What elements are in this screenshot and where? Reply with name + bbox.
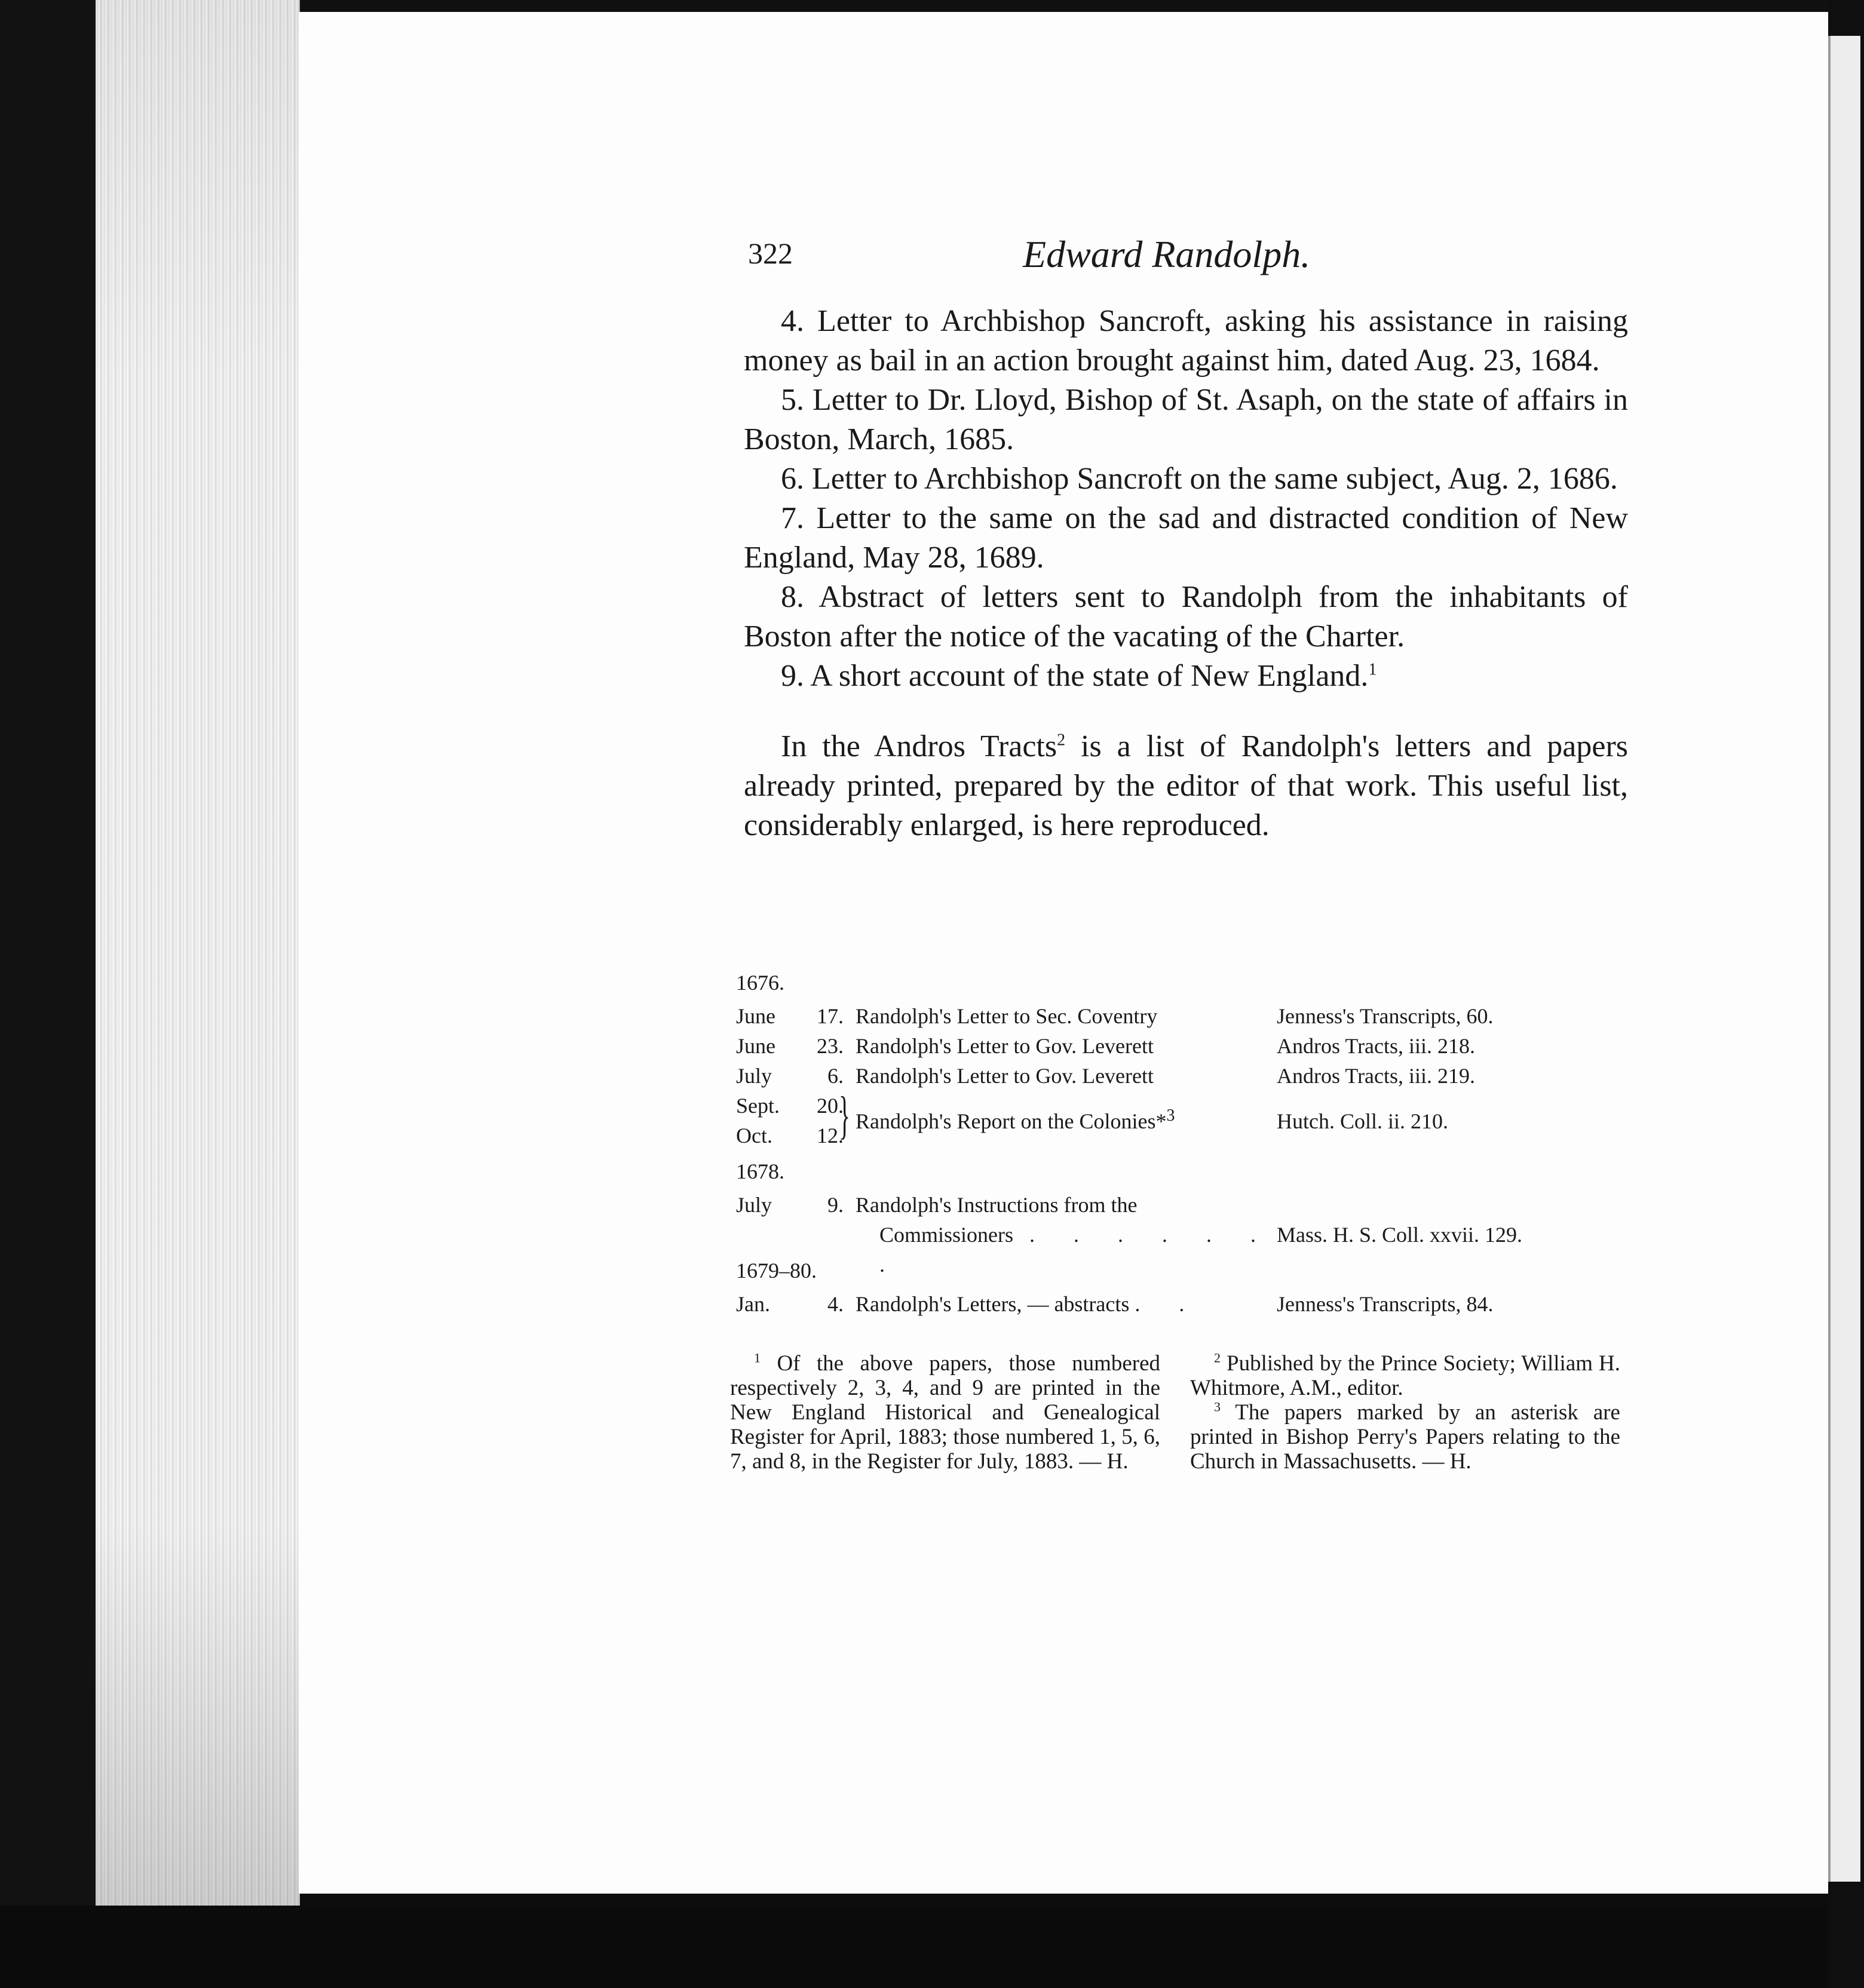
footnote-2 xyxy=(1190,1351,1620,1400)
row-date xyxy=(736,1061,844,1091)
row-date xyxy=(736,1031,844,1061)
scan-bottom-border xyxy=(0,1906,1864,1988)
brace-icon: } xyxy=(839,1087,851,1145)
row-day: 20. xyxy=(817,1094,844,1118)
row-source: Mass. H. S. Coll. xxvii. 129. xyxy=(1277,1223,1523,1247)
row-day: 17. xyxy=(817,1004,844,1028)
list-year: 1678. xyxy=(736,1159,784,1183)
scan-left-border xyxy=(0,0,96,1988)
row-description-text: Randolph's Letters, — abstracts xyxy=(856,1292,1130,1316)
closing-paragraph xyxy=(744,727,1628,845)
row-description-text: Commissioners xyxy=(879,1223,1014,1247)
list-year: 1676. xyxy=(736,971,784,995)
row-date xyxy=(736,1121,844,1151)
row-description: Randolph's Instructions from the xyxy=(856,1193,1138,1217)
page-body xyxy=(744,302,1628,876)
row-month: Sept. xyxy=(736,1094,780,1118)
leader-dots: . . . . . . . xyxy=(879,1223,1273,1277)
row-month: June xyxy=(736,1034,775,1058)
list-row xyxy=(736,1061,1632,1091)
list-entry: 8. Abstract of letters sent to Randolph from the inhabitants of Boston after the notice of the vacating of the Charter. xyxy=(744,580,1628,654)
row-month: July xyxy=(736,1193,772,1217)
facing-page-edge xyxy=(1828,36,1860,1882)
row-description xyxy=(856,1106,1250,1136)
list-entry: 7. Letter to the same on the sad and distracted condition of New England, May 28, 1689. xyxy=(744,501,1628,575)
page-header xyxy=(748,233,1632,284)
row-description: Randolph's Letter to Sec. Coventry xyxy=(856,1004,1158,1028)
footnote-column-right xyxy=(1190,1351,1620,1474)
row-month: July xyxy=(736,1064,772,1088)
list-year: 1679–80. xyxy=(736,1259,817,1283)
closing-text-end: is a list of Randolph's letters and papers already printed, prepared by the editor of that work. This useful list, considerably enlarged, is here reproduced. xyxy=(744,729,1628,842)
footnote-3 xyxy=(1190,1400,1620,1474)
row-date xyxy=(736,1001,844,1031)
row-source: Andros Tracts, iii. 218. xyxy=(1277,1034,1476,1058)
book-page-stack xyxy=(96,0,300,1906)
list-row xyxy=(736,1087,1632,1156)
letters-list xyxy=(736,968,1632,1319)
footnote-ref: 2 xyxy=(1057,731,1066,750)
leader-dots: . . xyxy=(1135,1292,1201,1316)
list-entry: 4. Letter to Archbishop Sancroft, asking his assistance in raising money as bail in an action brought against him, dated Aug. 23, 1684. xyxy=(744,304,1628,378)
footnote-text: The papers marked by an asterisk are printed in Bishop Perry's Papers relating to the Church in Massachusetts. — H. xyxy=(1190,1400,1620,1474)
footnote-ref: 3 xyxy=(1166,1106,1175,1125)
running-title: Edward Randolph. xyxy=(1023,233,1311,275)
row-date xyxy=(736,1289,844,1319)
row-day: 4. xyxy=(827,1292,844,1316)
row-day: 6. xyxy=(827,1064,844,1088)
footnote-text: Of the above papers, those numbered respectively 2, 3, 4, and 9 are printed in the New England Historical and Genealogical Register for April, 1883; those numbered 1, 5, 6, 7, and 8, in the Register for July, 1883. — H. xyxy=(730,1351,1161,1474)
entry-text: 9. A short account of the state of New England. xyxy=(781,659,1369,693)
row-description: Randolph's Letter to Gov. Leverett xyxy=(856,1064,1154,1088)
row-day: 23. xyxy=(817,1034,844,1058)
row-source: Jenness's Transcripts, 84. xyxy=(1277,1292,1494,1316)
footnote-ref: 1 xyxy=(1368,660,1377,679)
row-month: Oct. xyxy=(736,1124,772,1148)
row-description-cont xyxy=(879,1220,1274,1280)
footnote-mark: 1 xyxy=(754,1350,761,1366)
list-entry: 5. Letter to Dr. Lloyd, Bishop of St. Asaph, on the state of affairs in Boston, March, 1685. xyxy=(744,383,1628,456)
list-row xyxy=(736,1001,1632,1031)
list-row xyxy=(736,1289,1632,1319)
row-source: Andros Tracts, iii. 219. xyxy=(1277,1064,1476,1088)
list-entry-9 xyxy=(744,656,1628,696)
row-day: 9. xyxy=(827,1193,844,1217)
book-page xyxy=(299,12,1828,1894)
row-month: Jan. xyxy=(736,1292,770,1316)
row-source: Jenness's Transcripts, 60. xyxy=(1277,1004,1494,1028)
page-number: 322 xyxy=(748,237,793,270)
row-description: Randolph's Letter to Gov. Leverett xyxy=(856,1034,1154,1058)
row-date xyxy=(736,1091,844,1121)
row-day: 12. xyxy=(817,1124,844,1148)
footnote-column-left xyxy=(730,1351,1160,1474)
row-month: June xyxy=(736,1004,775,1028)
row-description-text: Randolph's Report on the Colonies* xyxy=(856,1109,1167,1133)
list-row xyxy=(736,1031,1632,1061)
footnote-mark: 2 xyxy=(1214,1350,1221,1366)
footnote-text: Published by the Prince Society; William H. Whitmore, A.M., editor. xyxy=(1190,1351,1620,1400)
row-date xyxy=(736,1190,844,1220)
footnote-1 xyxy=(730,1351,1160,1474)
closing-text-start: In the Andros Tracts xyxy=(781,729,1057,763)
list-entry: 6. Letter to Archbishop Sancroft on the same subject, Aug. 2, 1686. xyxy=(781,462,1618,496)
row-source: Hutch. Coll. ii. 210. xyxy=(1277,1109,1448,1133)
footnote-mark: 3 xyxy=(1214,1399,1221,1415)
row-description xyxy=(856,1289,1250,1319)
